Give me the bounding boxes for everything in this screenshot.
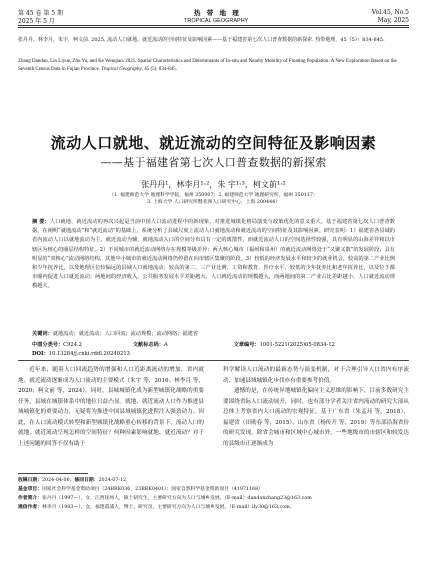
clc-label: 中图分类号： [32, 342, 64, 348]
article-subtitle: ——基于福建省第七次人口普查数据的新探索 [100, 156, 327, 169]
body-column-right [223, 365, 409, 449]
document-code [133, 341, 234, 348]
article-title: 流动人口就地、就近流动的空间特征及影响因素 [50, 134, 377, 152]
doi-row [32, 350, 395, 357]
funding-text: 国家社会科学基金资助项目（24BRK036，23BRK0401）；国家自然科学基金资助项目（41971168） [42, 487, 263, 492]
body-column-left [18, 365, 204, 449]
doi-label: DOI： [32, 351, 49, 357]
header-rule-thick [18, 25, 409, 26]
keywords-text: 就地流动；就近流动；人口回流；流动规模；流动网络；福建省 [52, 331, 199, 337]
footnote-dates [18, 477, 409, 485]
body-paragraph: 科学解读人口流动的最新态势与演变机制，对于合理引导人口省内有序流动、加速县域城镇化步伐亦有重要参考价值。 [223, 367, 409, 384]
abstract-text: 人口就地、就近流动的再次兴起是当前中国人口流动进程中的新现象，对推进城镇化格局演变与政策优化的意义重大。基于福建省第七次人口普查数据，在阐明“就地流动”和“就近流动”的基础上，系统分析了县域尺度上流动人口就地流动和就近流动的空间特征及其影响因素。研究表明：1）福建省各县域的省内流动人口以就地流动为主，就近流动为辅，就地流动人口的空间分布具有一定的离散性，而就近流动人口的空间选择性较强，具有明显的山海差异和以市辖区为核心的圈层结构特征。2）不同城市的就近流动网络存在规模等级差异：两大核心城市（福州和泉州）的就近流动网络处于“又聚又散”的发展阶段，具有明显的“双核心”流动网络结构，其他中小城市的就近流动网络仍停留在向市辖区集聚的阶段。3）较低的经济发展水平和较少的就业机会，较高的第二产业比例和少年抚养比，以及地理区位较偏远的县域人口就地流动；较高的第二、三产业比例，工资和教育、医疗水平，较低的少年抚养比和老年抚养比，以及位于都市圈内促进人口就近流动；两地间的经济收入、公共服务发展水平差距越大、人口就近流动的规模越大，而两地间的第二产业占比差距越小，人口就近流动规模越大。 [32, 219, 395, 290]
body-paragraph: 近年来，随着人口回流趋势的增强和人口近距离流动的增加，省内就地、就近流动逐渐成为人口流动的主要模式（朱宇 等，2016；林李月 等，2020；柯文前 等，2024）。同时，县城城镇化成为新型城镇化战略的重要任务，县域在城镇体系中的地位日益凸显。就地、就近流动人口作为推进县域城镇化的重要动力，无疑将为推进中国县域城镇化进程注入强劲动力。因此，在人口流动模式转型和新型城镇化战略重心转移的背景下，流动人口的就地、就近流动呈现怎样的空间特征？何种因素影响就地、就近流动？对于上述问题的回答不仅有助于 [18, 367, 204, 447]
footnote-corresponding-author [18, 504, 409, 512]
footnote-funding [18, 486, 409, 494]
meta-rule [18, 360, 409, 361]
abstract [32, 218, 395, 292]
journal-name-en: TROPICAL GEOGRAPHY [184, 17, 249, 24]
clc-value: C924.2 [63, 342, 82, 348]
body-paragraph: 遗憾的是，在传统异地城镇化偏向主义思维的影响下，目前多数研究主要围绕省际人口流动展开，同时，也有部分学者关注省内流动的研究大部从总体上考察省内人口流动的宏观特征。基于广东省（朱孟珏 等，2018）、福建省（田勋春 等，2015）、山东省（杨传开 等，2019）等东部沿海省份的研究发现，除省会城市和区域中心城市外，一些地级市的市辖区和较发达的县级市正逐渐成为 [223, 388, 409, 447]
date-cn: 2025 年 5 月 [18, 18, 55, 25]
corresponding-label: 通信作者： [18, 504, 42, 510]
article-label: 文章编号： [233, 342, 260, 348]
author-list: 张丹丹¹，林李月¹·²，朱 宇¹·³，柯文前¹·² [141, 180, 286, 189]
citation-en-main: Zhang Dandan, Lin Liyue, Zhu Yu, and Ke Wenqian. 2025. Spatial Characteristics and Determinants of In-situ and Nearby Mobility of Floating Population: A New Exploration Based on the Seventh Census Data in Fujian Province. [18, 59, 397, 72]
doc-value: A [163, 342, 168, 348]
article-number [234, 341, 395, 348]
doi-value[interactable]: 10.13284/j.cnki.rddl.20240213 [48, 351, 130, 357]
date-en: May, 2025 [377, 17, 409, 24]
keywords [32, 330, 395, 337]
running-header-en [18, 16, 409, 25]
author-bio-label: 作者简介： [18, 495, 42, 501]
doi[interactable] [32, 350, 395, 357]
article-value: 1001-5221(2025)05-0834-12 [259, 342, 335, 348]
footnote-author-bio [18, 495, 409, 503]
received-label: 收稿日期： [18, 477, 42, 483]
citation-en [18, 58, 409, 74]
keywords-label: 关键词： [32, 331, 53, 337]
clc-code [32, 341, 133, 348]
classification-row [32, 341, 395, 348]
abstract-label: 摘 要： [32, 219, 50, 225]
revised-label: 修回日期： [74, 477, 99, 483]
corresponding-text: 林李月（1983—），女，福建霞浦人，博士，研究员，主要研究方向为人口与城乡发展，（E-mail）lly30@163.com。 [42, 505, 295, 510]
funding-label: 基金项目： [18, 486, 42, 492]
affiliation-line: （1. 福建师范大学 地理科学学院，福州 350007；2. 福建师范大学 地理研究所，福州 350117； [109, 193, 318, 198]
volume-cn: 第 45 卷 第 5 期 [18, 10, 63, 17]
doc-label: 文献标志码： [132, 342, 164, 348]
citation-en-tail: , 45 (5): 834-845. [141, 67, 177, 72]
received-date: 2024-04-06； [42, 478, 75, 483]
affiliation-line: 3. 上海大学 人口研究所暨亚洲人口研究中心，上海 200444） [147, 200, 280, 205]
footnote-rule [18, 473, 88, 474]
journal-name-cn: 热 带 地 理 [194, 9, 241, 17]
header-rule-thin [18, 27, 409, 28]
revised-date: 2024-07-12 [98, 478, 127, 483]
citation-cn: 张丹丹，林李月，朱宇，柯文前. 2025. 流动人口就地、就近流动的空间特征及影响因素——基于福建省第七次人口普查数据的新探索. 热带地理，45（5）：834-845. [18, 37, 385, 43]
citation-en-journal: Tropical Geography [101, 67, 142, 72]
author-bio-text: 张丹丹（1997—），女，江西抚州人，硕士研究生，主要研究方向为人口与城乡发展，（E-mail）dandanzhang23@163.com [42, 496, 312, 501]
volume-en: Vol.45, No.5 [371, 9, 409, 16]
